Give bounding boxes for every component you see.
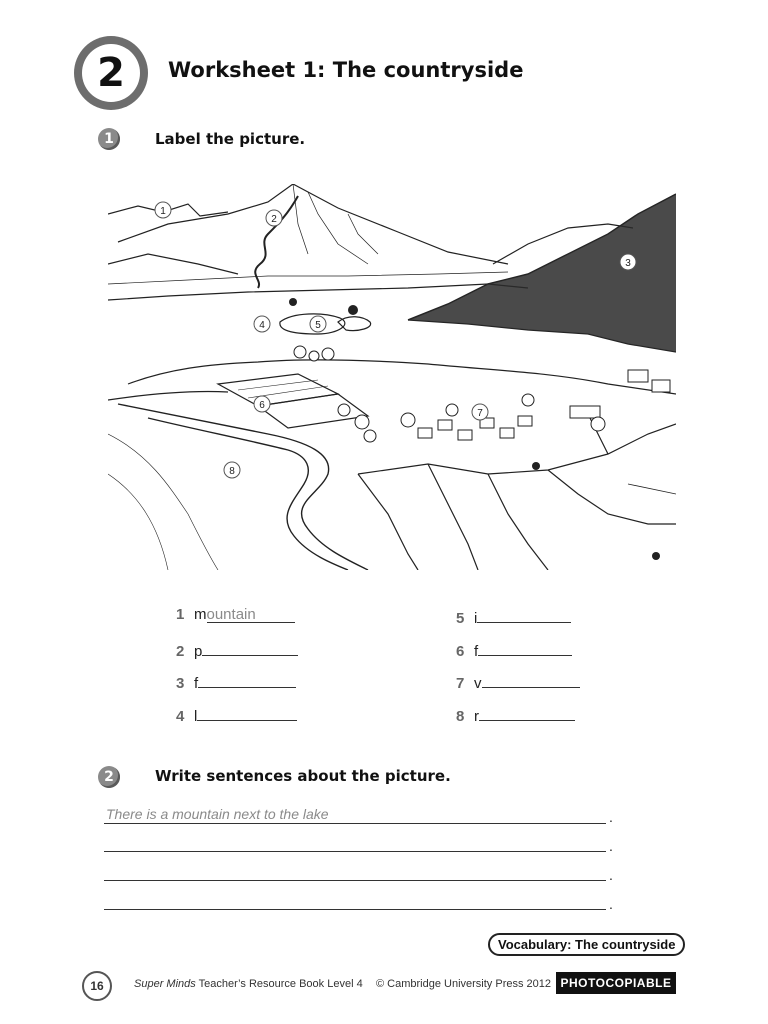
word-item: 5 i (456, 606, 571, 626)
book-subtitle: Teacher’s Resource Book Level 4 (195, 978, 363, 990)
sentence-line[interactable] (104, 862, 606, 881)
svg-text:2: 2 (271, 214, 277, 225)
answer-blank[interactable] (479, 704, 575, 721)
svg-text:4: 4 (259, 320, 265, 331)
vocabulary-tag: Vocabulary: The countryside (488, 933, 685, 956)
answer-blank[interactable] (198, 671, 296, 688)
page-number: 16 (82, 971, 112, 1001)
picture-marker-7 (472, 404, 488, 420)
word-item: 3 f (176, 671, 296, 691)
photocopiable-badge: PHOTOCOPIABLE (556, 972, 676, 994)
line-end-dot: . (609, 809, 613, 825)
word-item: 1 mountain (176, 606, 295, 626)
book-title: Super Minds (134, 978, 196, 990)
unit-number: 2 (82, 44, 140, 102)
line-end-dot: . (609, 838, 613, 854)
answer-blank[interactable] (482, 671, 580, 688)
footer-copyright: © Cambridge University Press 2012 (376, 978, 552, 990)
svg-text:8: 8 (229, 466, 235, 477)
exercise-2-badge: 2 (98, 766, 120, 788)
svg-text:1: 1 (160, 206, 166, 217)
line-end-dot: . (609, 867, 613, 883)
answer-blank[interactable] (477, 606, 571, 623)
word-item: 4 l (176, 704, 297, 724)
countryside-picture (108, 184, 676, 570)
word-item: 2 p (176, 639, 298, 659)
picture-marker-4 (254, 316, 270, 332)
picture-marker-8 (224, 462, 240, 478)
word-item: 6 f (456, 639, 572, 659)
answer-blank[interactable] (202, 639, 298, 656)
sentence-line[interactable] (104, 891, 606, 910)
answer-blank[interactable] (478, 639, 572, 656)
exercise-1-instruction: Label the picture. (155, 130, 306, 148)
worksheet-title: Worksheet 1: The countryside (168, 58, 524, 82)
exercise-2-instruction: Write sentences about the picture. (155, 767, 451, 785)
picture-marker-6 (254, 396, 270, 412)
picture-marker-5 (310, 316, 326, 332)
picture-marker-3 (620, 254, 636, 270)
answer-blank[interactable] (197, 704, 297, 721)
picture-marker-2 (266, 210, 282, 226)
sentence-line[interactable] (104, 805, 606, 824)
line-end-dot: . (609, 896, 613, 912)
svg-text:6: 6 (259, 400, 265, 411)
svg-text:7: 7 (477, 408, 483, 419)
sentence-line[interactable] (104, 833, 606, 852)
footer-book-title (134, 978, 363, 990)
answer-blank[interactable]: ountain (207, 606, 295, 623)
picture-marker-1 (155, 202, 171, 218)
svg-text:5: 5 (315, 320, 321, 331)
exercise-1-badge: 1 (98, 128, 120, 150)
word-item: 7 v (456, 671, 580, 691)
svg-text:3: 3 (625, 258, 631, 269)
word-item: 8 r (456, 704, 575, 724)
example-sentence: There is a mountain next to the lake (106, 806, 329, 822)
